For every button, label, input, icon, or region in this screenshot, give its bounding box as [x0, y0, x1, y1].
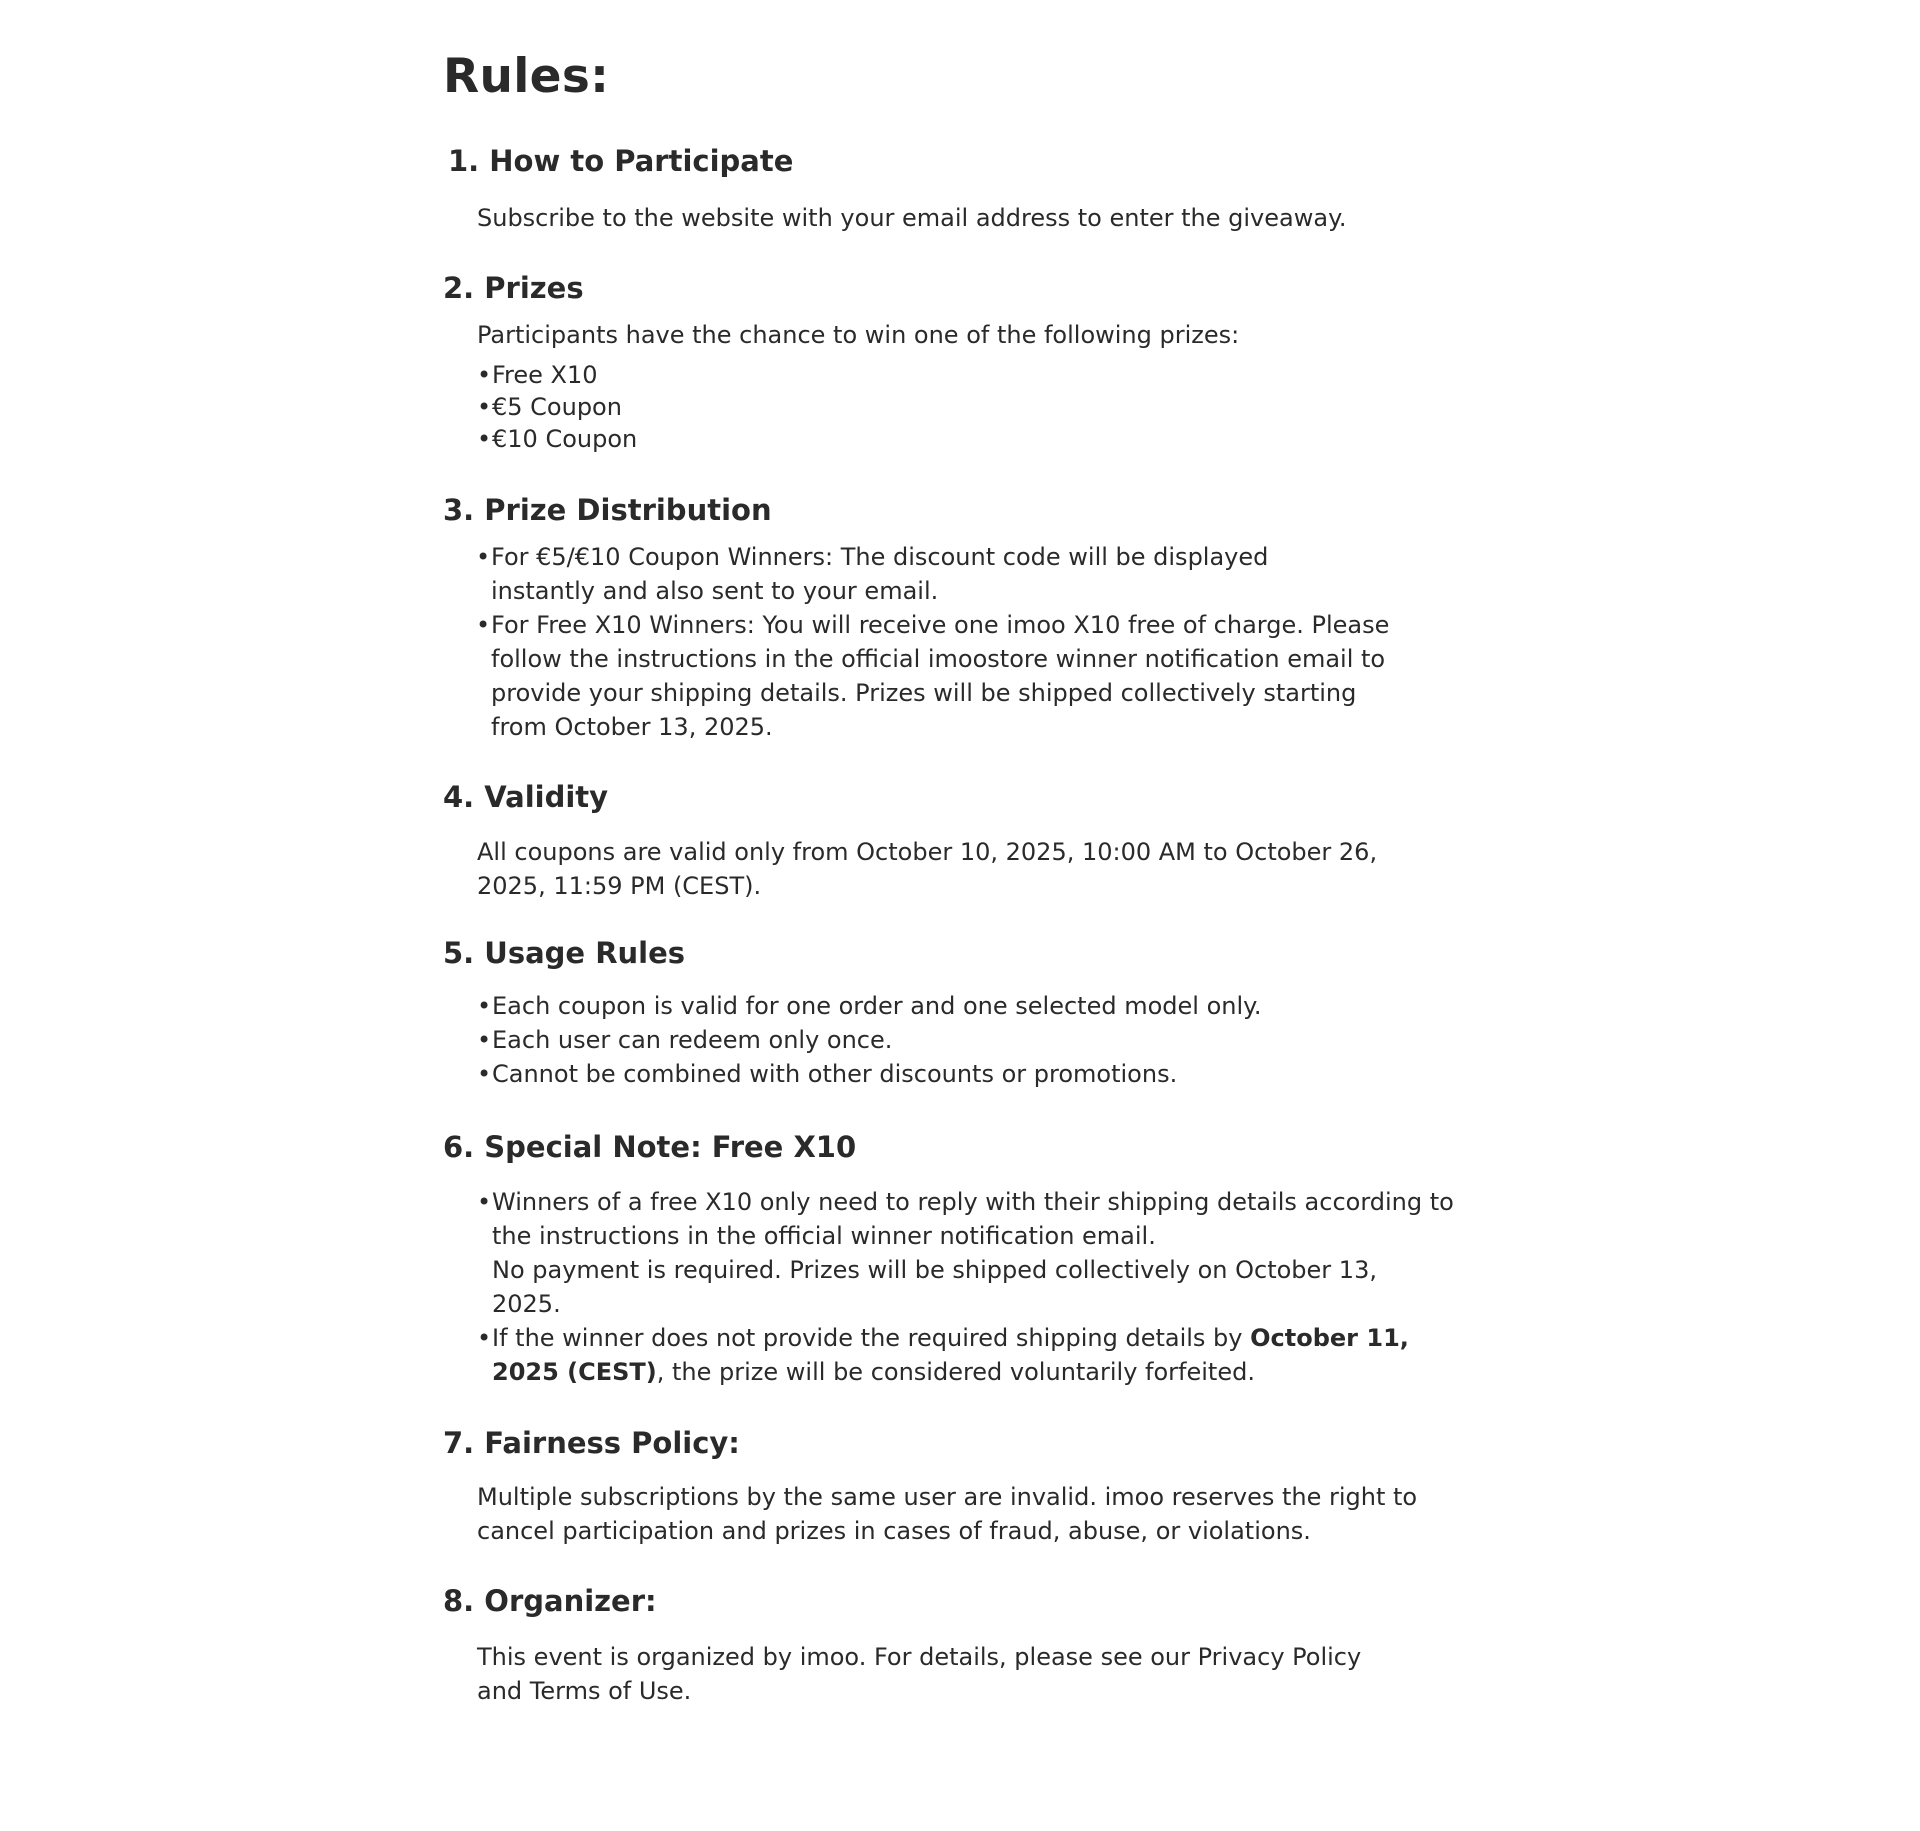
section-heading-usage: 5. Usage Rules	[443, 936, 686, 970]
list-item: • For €5/€10 Coupon Winners: The discount code will be displayed instantly and also sent to your email.	[476, 540, 1416, 608]
usage-list	[477, 989, 1427, 1091]
section-heading-special: 6. Special Note: Free X10	[443, 1130, 857, 1164]
section-heading-distribution: 3. Prize Distribution	[443, 493, 772, 527]
list-item: • €5 Coupon	[477, 391, 1177, 423]
section-heading-participate: 1. How to Participate	[448, 144, 794, 178]
list-item: • Each user can redeem only once.	[477, 1023, 1427, 1057]
list-item: • Cannot be combined with other discounts or promotions.	[477, 1057, 1427, 1091]
list-item	[477, 1185, 1467, 1321]
organizer-text: This event is organized by imoo. For details, please see our Privacy Policy and Terms of Use.	[477, 1643, 1362, 1705]
page-title: Rules:	[443, 49, 610, 104]
list-item: • €10 Coupon	[477, 423, 1177, 455]
forfeit-deadline: October 11, 2025 (CEST)	[492, 1324, 1409, 1386]
special-note-part-1: • Winners of a free X10 only need to reply with their shipping details according to the instructions in the official winner notification email.	[492, 1188, 1454, 1250]
forfeit-text-start: If the winner does not provide the required shipping details by	[492, 1324, 1243, 1352]
special-note-part-2: No payment is required. Prizes will be shipped collectively on October 13, 2025.	[492, 1256, 1377, 1318]
section-heading-organizer: 8. Organizer:	[443, 1584, 657, 1618]
section-heading-prizes: 2. Prizes	[443, 271, 584, 305]
fairness-text: Multiple subscriptions by the same user are invalid. imoo reserves the right to cancel participation and prizes in cases of fraud, abuse, or violations.	[477, 1483, 1418, 1545]
section-heading-validity: 4. Validity	[443, 780, 609, 814]
distribution-list	[476, 540, 1416, 744]
forfeit-text-end: , the prize will be considered voluntarily forfeited.	[656, 1358, 1255, 1386]
list-item	[477, 1321, 1467, 1389]
participate-text: Subscribe to the website with your email address to enter the giveaway.	[477, 204, 1347, 232]
prizes-intro: Participants have the chance to win one of the following prizes:	[477, 321, 1240, 349]
special-list	[477, 1185, 1467, 1389]
list-item: • Free X10	[477, 359, 1177, 391]
validity-text: All coupons are valid only from October 10, 2025, 10:00 AM to October 26, 2025, 11:59 PM (CEST).	[477, 838, 1378, 900]
prizes-list	[477, 359, 1177, 455]
list-item: • Each coupon is valid for one order and one selected model only.	[477, 989, 1427, 1023]
section-heading-fairness: 7. Fairness Policy:	[443, 1426, 740, 1460]
list-item: • For Free X10 Winners: You will receive one imoo X10 free of charge. Please follow the instructions in the official imoostore winner notification email to provide your shipping details. Prizes will be shipped collectively starting from October 13, 2025.	[476, 608, 1416, 744]
